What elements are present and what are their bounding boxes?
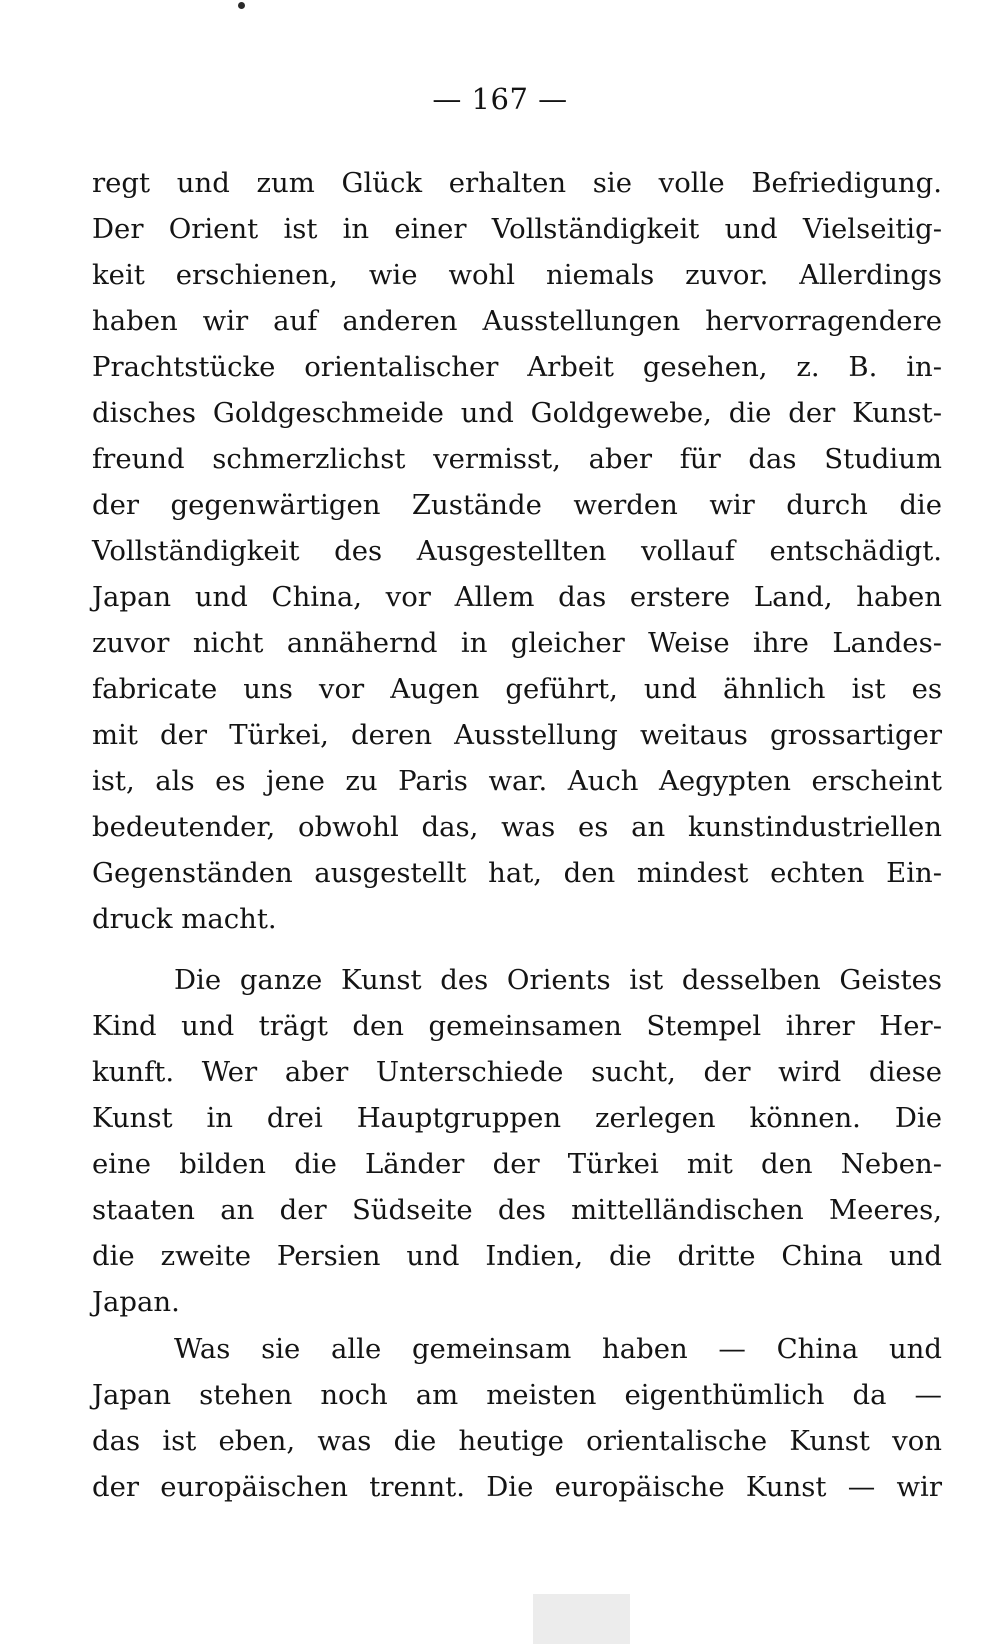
text-line: ist, als es jene zu Paris war. Auch Aegypten erscheint (92, 765, 942, 797)
text-line: mit der Türkei, deren Ausstellung weitaus grossartiger (92, 719, 942, 751)
text-line: fabricate uns vor Augen geführt, und ähnlich ist es (92, 673, 942, 705)
text-line: keit erschienen, wie wohl niemals zuvor. Allerdings (92, 259, 942, 291)
text-line: eine bilden die Länder der Türkei mit den Neben- (92, 1148, 942, 1180)
text-line: der europäischen trennt. Die europäische Kunst — wir (92, 1471, 942, 1503)
text-line: Die ganze Kunst des Orients ist desselben Geistes (174, 964, 942, 996)
paragraph-1 (92, 160, 942, 942)
text-line: die zweite Persien und Indien, die dritte China und (92, 1240, 942, 1272)
scan-speck (238, 2, 245, 9)
text-line: Der Orient ist in einer Vollständigkeit und Vielseitig- (92, 213, 942, 245)
text-line: Japan. (92, 1286, 180, 1318)
text-line: Gegenständen ausgestellt hat, den mindest echten Ein- (92, 857, 942, 889)
text-line: Was sie alle gemeinsam haben — China und (174, 1333, 942, 1365)
text-line: das ist eben, was die heutige orientalische Kunst von (92, 1425, 942, 1457)
text-line: Kind und trägt den gemeinsamen Stempel ihrer Her- (92, 1010, 942, 1042)
paragraph-3 (92, 1326, 942, 1510)
text-line: der gegenwärtigen Zustände werden wir durch die (92, 489, 942, 521)
text-line: staaten an der Südseite des mittelländischen Meeres, (92, 1194, 942, 1226)
text-line: Vollständigkeit des Ausgestellten vollauf entschädigt. (92, 535, 942, 567)
text-line: kunft. Wer aber Unterschiede sucht, der wird diese (92, 1056, 942, 1088)
text-line: regt und zum Glück erhalten sie volle Befriedigung. (92, 167, 942, 199)
text-line: Prachtstücke orientalischer Arbeit gesehen, z. B. in- (92, 351, 942, 383)
text-line: Kunst in drei Hauptgruppen zerlegen können. Die (92, 1102, 942, 1134)
text-line: bedeutender, obwohl das, was es an kunstindustriellen (92, 811, 942, 843)
page-number: — 167 — (432, 82, 568, 116)
text-line: zuvor nicht annähernd in gleicher Weise ihre Landes- (92, 627, 942, 659)
text-line: Japan stehen noch am meisten eigenthümlich da — (92, 1379, 942, 1411)
text-line: druck macht. (92, 903, 277, 935)
text-line: Japan und China, vor Allem das erstere Land, haben (92, 581, 942, 613)
paragraph-2 (92, 957, 942, 1325)
text-line: haben wir auf anderen Ausstellungen hervorragendere (92, 305, 942, 337)
scan-shadow (533, 1594, 630, 1644)
text-line: disches Goldgeschmeide und Goldgewebe, die der Kunst- (92, 397, 942, 429)
text-line: freund schmerzlichst vermisst, aber für das Studium (92, 443, 942, 475)
